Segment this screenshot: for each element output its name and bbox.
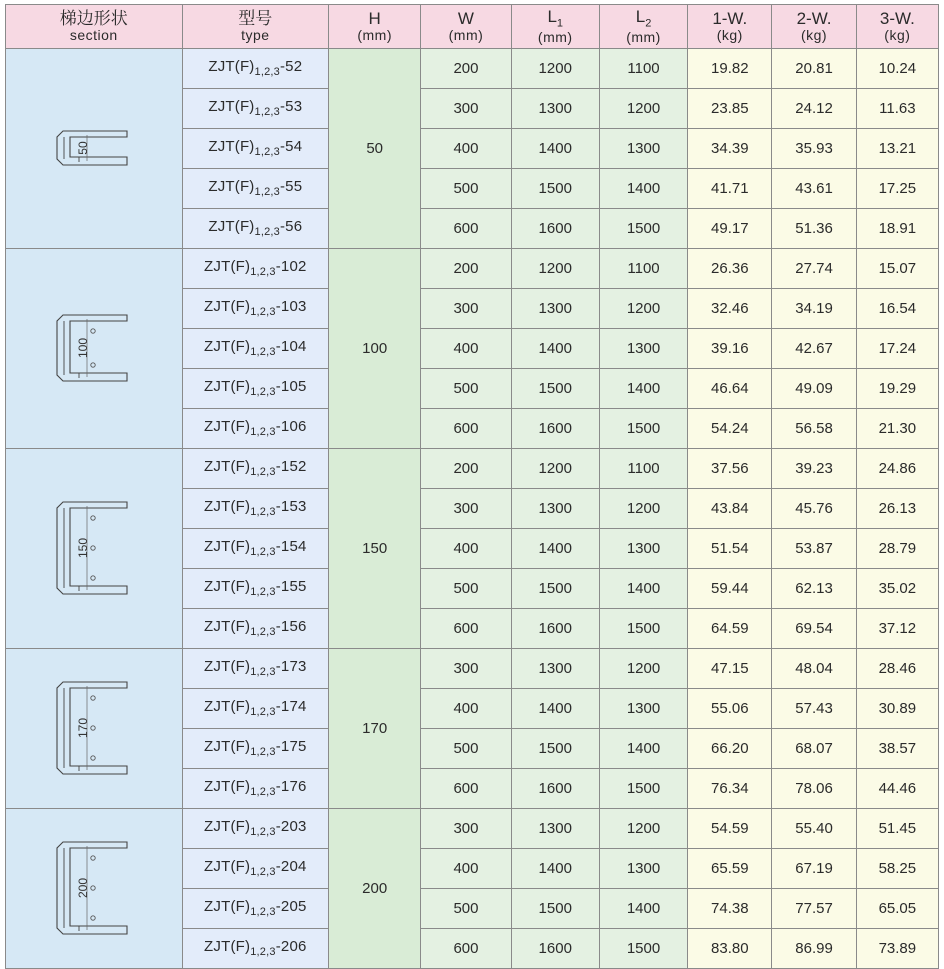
- weight-3-cell: 17.25: [856, 168, 938, 208]
- weight-1-cell: 43.84: [688, 488, 772, 528]
- weight-2-cell: 45.76: [772, 488, 856, 528]
- width-cell: 400: [421, 848, 511, 888]
- type-cell: $ZJT(F)_{1,2,3}-55$: [182, 168, 328, 208]
- table-body: [6, 48, 939, 968]
- width-cell: 200: [421, 448, 511, 488]
- l1-cell: 1300: [511, 88, 599, 128]
- header-l1: [511, 5, 599, 49]
- weight-3-cell: 58.25: [856, 848, 938, 888]
- l2-cell: 1200: [599, 288, 687, 328]
- l2-cell: 1300: [599, 528, 687, 568]
- svg-text:50: 50: [76, 141, 91, 155]
- type-cell: $ZJT(F)_{1,2,3}-106$: [182, 408, 328, 448]
- l2-cell: 1500: [599, 928, 687, 968]
- type-cell: $ZJT(F)_{1,2,3}-104$: [182, 328, 328, 368]
- section-profile-drawing: [6, 307, 182, 389]
- weight-3-cell: 65.05: [856, 888, 938, 928]
- weight-2-cell: 20.81: [772, 48, 856, 88]
- l1-cell: 1300: [511, 648, 599, 688]
- table-header: [6, 5, 939, 49]
- width-cell: 200: [421, 48, 511, 88]
- l1-cell: 1400: [511, 688, 599, 728]
- l2-cell: 1200: [599, 88, 687, 128]
- l2-cell: 1500: [599, 208, 687, 248]
- type-cell: $ZJT(F)_{1,2,3}-153$: [182, 488, 328, 528]
- l1-cell: 1400: [511, 328, 599, 368]
- width-cell: 500: [421, 568, 511, 608]
- weight-2-cell: 35.93: [772, 128, 856, 168]
- section-profile-drawing: [6, 494, 182, 602]
- height-cell: 200: [329, 808, 421, 968]
- header-type-cn: 型号: [238, 9, 273, 29]
- width-cell: 300: [421, 648, 511, 688]
- weight-1-cell: 74.38: [688, 888, 772, 928]
- l2-cell: 1200: [599, 648, 687, 688]
- weight-1-cell: 54.24: [688, 408, 772, 448]
- weight-1-cell: 37.56: [688, 448, 772, 488]
- weight-1-cell: 19.82: [688, 48, 772, 88]
- weight-1-cell: 55.06: [688, 688, 772, 728]
- l1-cell: 1300: [511, 808, 599, 848]
- weight-2-cell: 78.06: [772, 768, 856, 808]
- width-cell: 500: [421, 728, 511, 768]
- l1-cell: 1500: [511, 888, 599, 928]
- weight-1-cell: 66.20: [688, 728, 772, 768]
- l2-cell: 1400: [599, 728, 687, 768]
- header-type: [182, 5, 328, 49]
- height-cell: 170: [329, 648, 421, 808]
- weight-3-cell: 17.24: [856, 328, 938, 368]
- weight-2-cell: 49.09: [772, 368, 856, 408]
- type-cell: $ZJT(F)_{1,2,3}-205$: [182, 888, 328, 928]
- weight-1-cell: 54.59: [688, 808, 772, 848]
- svg-text:170: 170: [76, 718, 91, 739]
- l1-cell: 1200: [511, 48, 599, 88]
- width-cell: 600: [421, 928, 511, 968]
- width-cell: 300: [421, 88, 511, 128]
- type-cell: $ZJT(F)_{1,2,3}-176$: [182, 768, 328, 808]
- weight-2-cell: 24.12: [772, 88, 856, 128]
- weight-1-cell: 39.16: [688, 328, 772, 368]
- l1-cell: 1500: [511, 168, 599, 208]
- header-l2: [599, 5, 687, 49]
- weight-1-cell: 47.15: [688, 648, 772, 688]
- weight-1-cell: 41.71: [688, 168, 772, 208]
- weight-2-cell: 39.23: [772, 448, 856, 488]
- table-row: [6, 648, 939, 688]
- weight-1-cell: 59.44: [688, 568, 772, 608]
- l1-cell: 1600: [511, 608, 599, 648]
- height-cell: 50: [329, 48, 421, 248]
- l1-cell: 1300: [511, 488, 599, 528]
- l2-cell: 1300: [599, 128, 687, 168]
- type-cell: $ZJT(F)_{1,2,3}-155$: [182, 568, 328, 608]
- weight-2-cell: 67.19: [772, 848, 856, 888]
- width-cell: 600: [421, 768, 511, 808]
- header-l1-unit: (mm): [537, 28, 573, 45]
- header-h-symbol: H: [368, 9, 381, 29]
- l2-cell: 1400: [599, 168, 687, 208]
- type-cell: $ZJT(F)_{1,2,3}-52$: [182, 48, 328, 88]
- header-weight-1-symbol: 1-W.: [712, 9, 748, 29]
- weight-2-cell: 86.99: [772, 928, 856, 968]
- header-section-en: section: [69, 26, 118, 43]
- l2-cell: 1500: [599, 768, 687, 808]
- header-weight-1-unit: (kg): [716, 26, 743, 43]
- width-cell: 400: [421, 128, 511, 168]
- width-cell: 300: [421, 488, 511, 528]
- type-cell: $ZJT(F)_{1,2,3}-206$: [182, 928, 328, 968]
- section-profile-cell: [6, 808, 183, 968]
- section-profile-cell: [6, 48, 183, 248]
- weight-3-cell: 26.13: [856, 488, 938, 528]
- l2-cell: 1100: [599, 448, 687, 488]
- width-cell: 300: [421, 808, 511, 848]
- type-cell: $ZJT(F)_{1,2,3}-203$: [182, 808, 328, 848]
- header-weight-1: [688, 5, 772, 49]
- header-h-unit: (mm): [357, 26, 392, 43]
- width-cell: 500: [421, 888, 511, 928]
- header-l2-symbol: $L_2$: [635, 7, 652, 30]
- l2-cell: 1500: [599, 408, 687, 448]
- weight-1-cell: 83.80: [688, 928, 772, 968]
- weight-3-cell: 19.29: [856, 368, 938, 408]
- weight-3-cell: 30.89: [856, 688, 938, 728]
- weight-2-cell: 48.04: [772, 648, 856, 688]
- header-section: [6, 5, 183, 49]
- weight-1-cell: 32.46: [688, 288, 772, 328]
- svg-text:100: 100: [76, 338, 91, 359]
- section-profile-drawing: [6, 834, 182, 942]
- type-cell: $ZJT(F)_{1,2,3}-173$: [182, 648, 328, 688]
- weight-1-cell: 76.34: [688, 768, 772, 808]
- table-row: [6, 808, 939, 848]
- l2-cell: 1200: [599, 488, 687, 528]
- l1-cell: 1300: [511, 288, 599, 328]
- weight-3-cell: 38.57: [856, 728, 938, 768]
- weight-2-cell: 68.07: [772, 728, 856, 768]
- l2-cell: 1300: [599, 328, 687, 368]
- l2-cell: 1400: [599, 888, 687, 928]
- svg-text:200: 200: [76, 878, 91, 899]
- weight-3-cell: 44.46: [856, 768, 938, 808]
- weight-2-cell: 56.58: [772, 408, 856, 448]
- table-row: [6, 248, 939, 288]
- type-cell: $ZJT(F)_{1,2,3}-103$: [182, 288, 328, 328]
- weight-2-cell: 42.67: [772, 328, 856, 368]
- weight-3-cell: 13.21: [856, 128, 938, 168]
- type-cell: $ZJT(F)_{1,2,3}-156$: [182, 608, 328, 648]
- header-h: [329, 5, 421, 49]
- weight-2-cell: 27.74: [772, 248, 856, 288]
- weight-2-cell: 55.40: [772, 808, 856, 848]
- weight-3-cell: 24.86: [856, 448, 938, 488]
- svg-text:150: 150: [76, 538, 91, 559]
- height-cell: 100: [329, 248, 421, 448]
- width-cell: 400: [421, 328, 511, 368]
- weight-2-cell: 77.57: [772, 888, 856, 928]
- width-cell: 200: [421, 248, 511, 288]
- weight-1-cell: 34.39: [688, 128, 772, 168]
- l1-cell: 1500: [511, 728, 599, 768]
- width-cell: 500: [421, 168, 511, 208]
- l2-cell: 1300: [599, 848, 687, 888]
- type-cell: $ZJT(F)_{1,2,3}-56$: [182, 208, 328, 248]
- l2-cell: 1400: [599, 368, 687, 408]
- section-profile-cell: [6, 448, 183, 648]
- weight-3-cell: 37.12: [856, 608, 938, 648]
- type-cell: $ZJT(F)_{1,2,3}-105$: [182, 368, 328, 408]
- height-cell: 150: [329, 448, 421, 648]
- header-weight-2-symbol: 2-W.: [796, 9, 832, 29]
- l2-cell: 1100: [599, 248, 687, 288]
- header-weight-3: [856, 5, 938, 49]
- l1-cell: 1200: [511, 248, 599, 288]
- l2-cell: 1200: [599, 808, 687, 848]
- l1-cell: 1500: [511, 568, 599, 608]
- width-cell: 400: [421, 528, 511, 568]
- ladder-specification-table: [5, 4, 939, 969]
- width-cell: 600: [421, 408, 511, 448]
- l1-cell: 1500: [511, 368, 599, 408]
- type-cell: $ZJT(F)_{1,2,3}-152$: [182, 448, 328, 488]
- weight-3-cell: 21.30: [856, 408, 938, 448]
- l1-cell: 1200: [511, 448, 599, 488]
- section-profile-cell: [6, 248, 183, 448]
- weight-3-cell: 18.91: [856, 208, 938, 248]
- l2-cell: 1400: [599, 568, 687, 608]
- weight-3-cell: 11.63: [856, 88, 938, 128]
- spec-sheet: [0, 4, 944, 959]
- table-row: [6, 448, 939, 488]
- type-cell: $ZJT(F)_{1,2,3}-204$: [182, 848, 328, 888]
- weight-2-cell: 69.54: [772, 608, 856, 648]
- weight-3-cell: 73.89: [856, 928, 938, 968]
- l2-cell: 1100: [599, 48, 687, 88]
- weight-3-cell: 35.02: [856, 568, 938, 608]
- type-cell: $ZJT(F)_{1,2,3}-175$: [182, 728, 328, 768]
- weight-2-cell: 51.36: [772, 208, 856, 248]
- type-cell: $ZJT(F)_{1,2,3}-154$: [182, 528, 328, 568]
- width-cell: 600: [421, 208, 511, 248]
- header-type-en: type: [241, 26, 270, 43]
- weight-1-cell: 49.17: [688, 208, 772, 248]
- weight-2-cell: 62.13: [772, 568, 856, 608]
- header-section-cn: 梯边形状: [59, 9, 128, 29]
- header-l2-unit: (mm): [626, 28, 661, 45]
- l1-cell: 1600: [511, 928, 599, 968]
- weight-1-cell: 23.85: [688, 88, 772, 128]
- type-cell: $ZJT(F)_{1,2,3}-53$: [182, 88, 328, 128]
- section-profile-drawing: [6, 123, 182, 173]
- header-row: [6, 5, 939, 49]
- width-cell: 300: [421, 288, 511, 328]
- l1-cell: 1600: [511, 768, 599, 808]
- width-cell: 400: [421, 688, 511, 728]
- weight-2-cell: 57.43: [772, 688, 856, 728]
- weight-1-cell: 64.59: [688, 608, 772, 648]
- type-cell: $ZJT(F)_{1,2,3}-102$: [182, 248, 328, 288]
- weight-1-cell: 65.59: [688, 848, 772, 888]
- l1-cell: 1400: [511, 848, 599, 888]
- width-cell: 600: [421, 608, 511, 648]
- header-weight-2-unit: (kg): [800, 26, 828, 43]
- header-weight-2: [772, 5, 856, 49]
- weight-2-cell: 53.87: [772, 528, 856, 568]
- l1-cell: 1400: [511, 128, 599, 168]
- weight-1-cell: 46.64: [688, 368, 772, 408]
- header-w-unit: (mm): [448, 26, 484, 43]
- weight-3-cell: 28.79: [856, 528, 938, 568]
- weight-1-cell: 51.54: [688, 528, 772, 568]
- width-cell: 500: [421, 368, 511, 408]
- weight-1-cell: 26.36: [688, 248, 772, 288]
- l2-cell: 1300: [599, 688, 687, 728]
- section-profile-cell: [6, 648, 183, 808]
- weight-3-cell: 28.46: [856, 648, 938, 688]
- header-w-symbol: W: [457, 9, 474, 29]
- table-row: [6, 48, 939, 88]
- weight-2-cell: 34.19: [772, 288, 856, 328]
- l1-cell: 1400: [511, 528, 599, 568]
- header-w: [421, 5, 511, 49]
- l1-cell: 1600: [511, 408, 599, 448]
- header-l1-symbol: $L_1$: [547, 7, 564, 30]
- weight-2-cell: 43.61: [772, 168, 856, 208]
- weight-3-cell: 15.07: [856, 248, 938, 288]
- l2-cell: 1500: [599, 608, 687, 648]
- type-cell: $ZJT(F)_{1,2,3}-54$: [182, 128, 328, 168]
- header-weight-3-symbol: 3-W.: [879, 9, 915, 29]
- l1-cell: 1600: [511, 208, 599, 248]
- type-cell: $ZJT(F)_{1,2,3}-174$: [182, 688, 328, 728]
- header-weight-3-unit: (kg): [884, 26, 911, 43]
- weight-3-cell: 16.54: [856, 288, 938, 328]
- weight-3-cell: 10.24: [856, 48, 938, 88]
- section-profile-drawing: [6, 674, 182, 782]
- weight-3-cell: 51.45: [856, 808, 938, 848]
